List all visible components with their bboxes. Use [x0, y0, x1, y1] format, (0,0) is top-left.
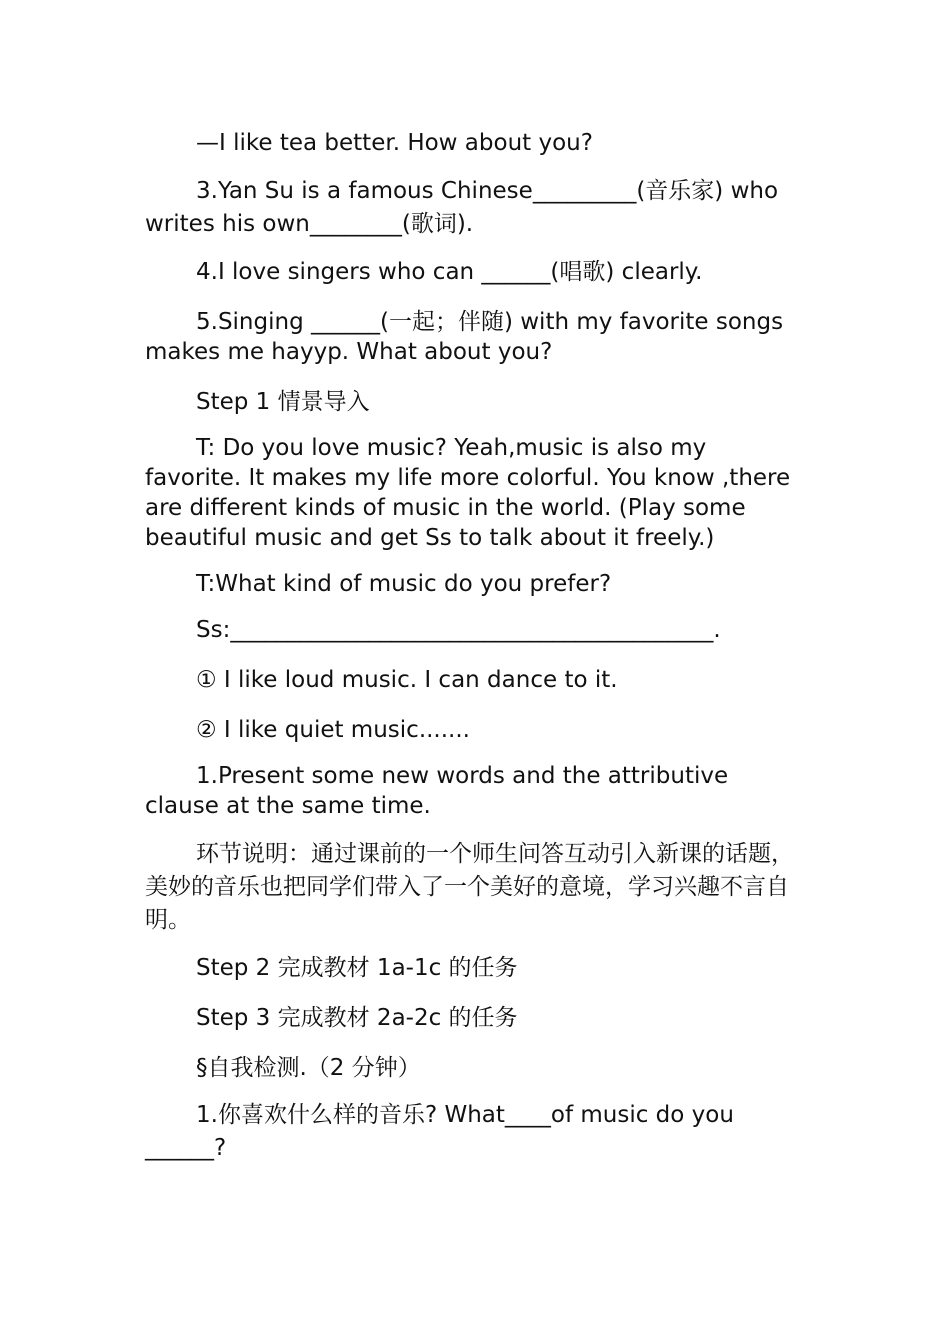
exercise-item-5: 5.Singing ______(一起；伴随) with my favorite songs makes me hayyp. What about you? — [145, 309, 791, 365]
step-1-heading: Step 1 情景导入 — [196, 389, 370, 415]
sample-answer-1: ① I like loud music. I can dance to it. — [196, 667, 618, 693]
sample-answer-2: ② I like quiet music....... — [196, 717, 470, 743]
document-body — [145, 128, 798, 1165]
exercise-item-3: 3.Yan Su is a famous Chinese_________(音乐家) who writes his own________(歌词). — [145, 178, 786, 237]
student-answer-blank: Ss:__________________________________________. — [196, 617, 721, 643]
teacher-intro-paragraph: T: Do you love music? Yeah,music is also my favorite. It makes my life more colorful. You know ,there are different kinds of music in the world. (Play some beautiful music and get Ss to talk about it freely.) — [145, 435, 798, 551]
self-check-heading: §自我检测.（2 分钟） — [196, 1055, 421, 1081]
exercise-item-4: 4.I love singers who can ______(唱歌) clearly. — [196, 259, 703, 285]
step-3-heading: Step 3 完成教材 2a-2c 的任务 — [196, 1005, 518, 1031]
teacher-question: T:What kind of music do you prefer? — [196, 571, 612, 597]
self-check-item-1: 1.你喜欢什么样的音乐? What____of music do you ______? — [145, 1102, 742, 1161]
present-words-instruction: 1.Present some new words and the attributive clause at the same time. — [145, 763, 736, 819]
dialogue-line: —I like tea better. How about you? — [196, 130, 593, 156]
section-explanation: 环节说明：通过课前的一个师生问答互动引入新课的话题，美妙的音乐也把同学们带入了一个美好的意境，学习兴趣不言自明。 — [145, 841, 794, 933]
step-2-heading: Step 2 完成教材 1a-1c 的任务 — [196, 955, 518, 981]
